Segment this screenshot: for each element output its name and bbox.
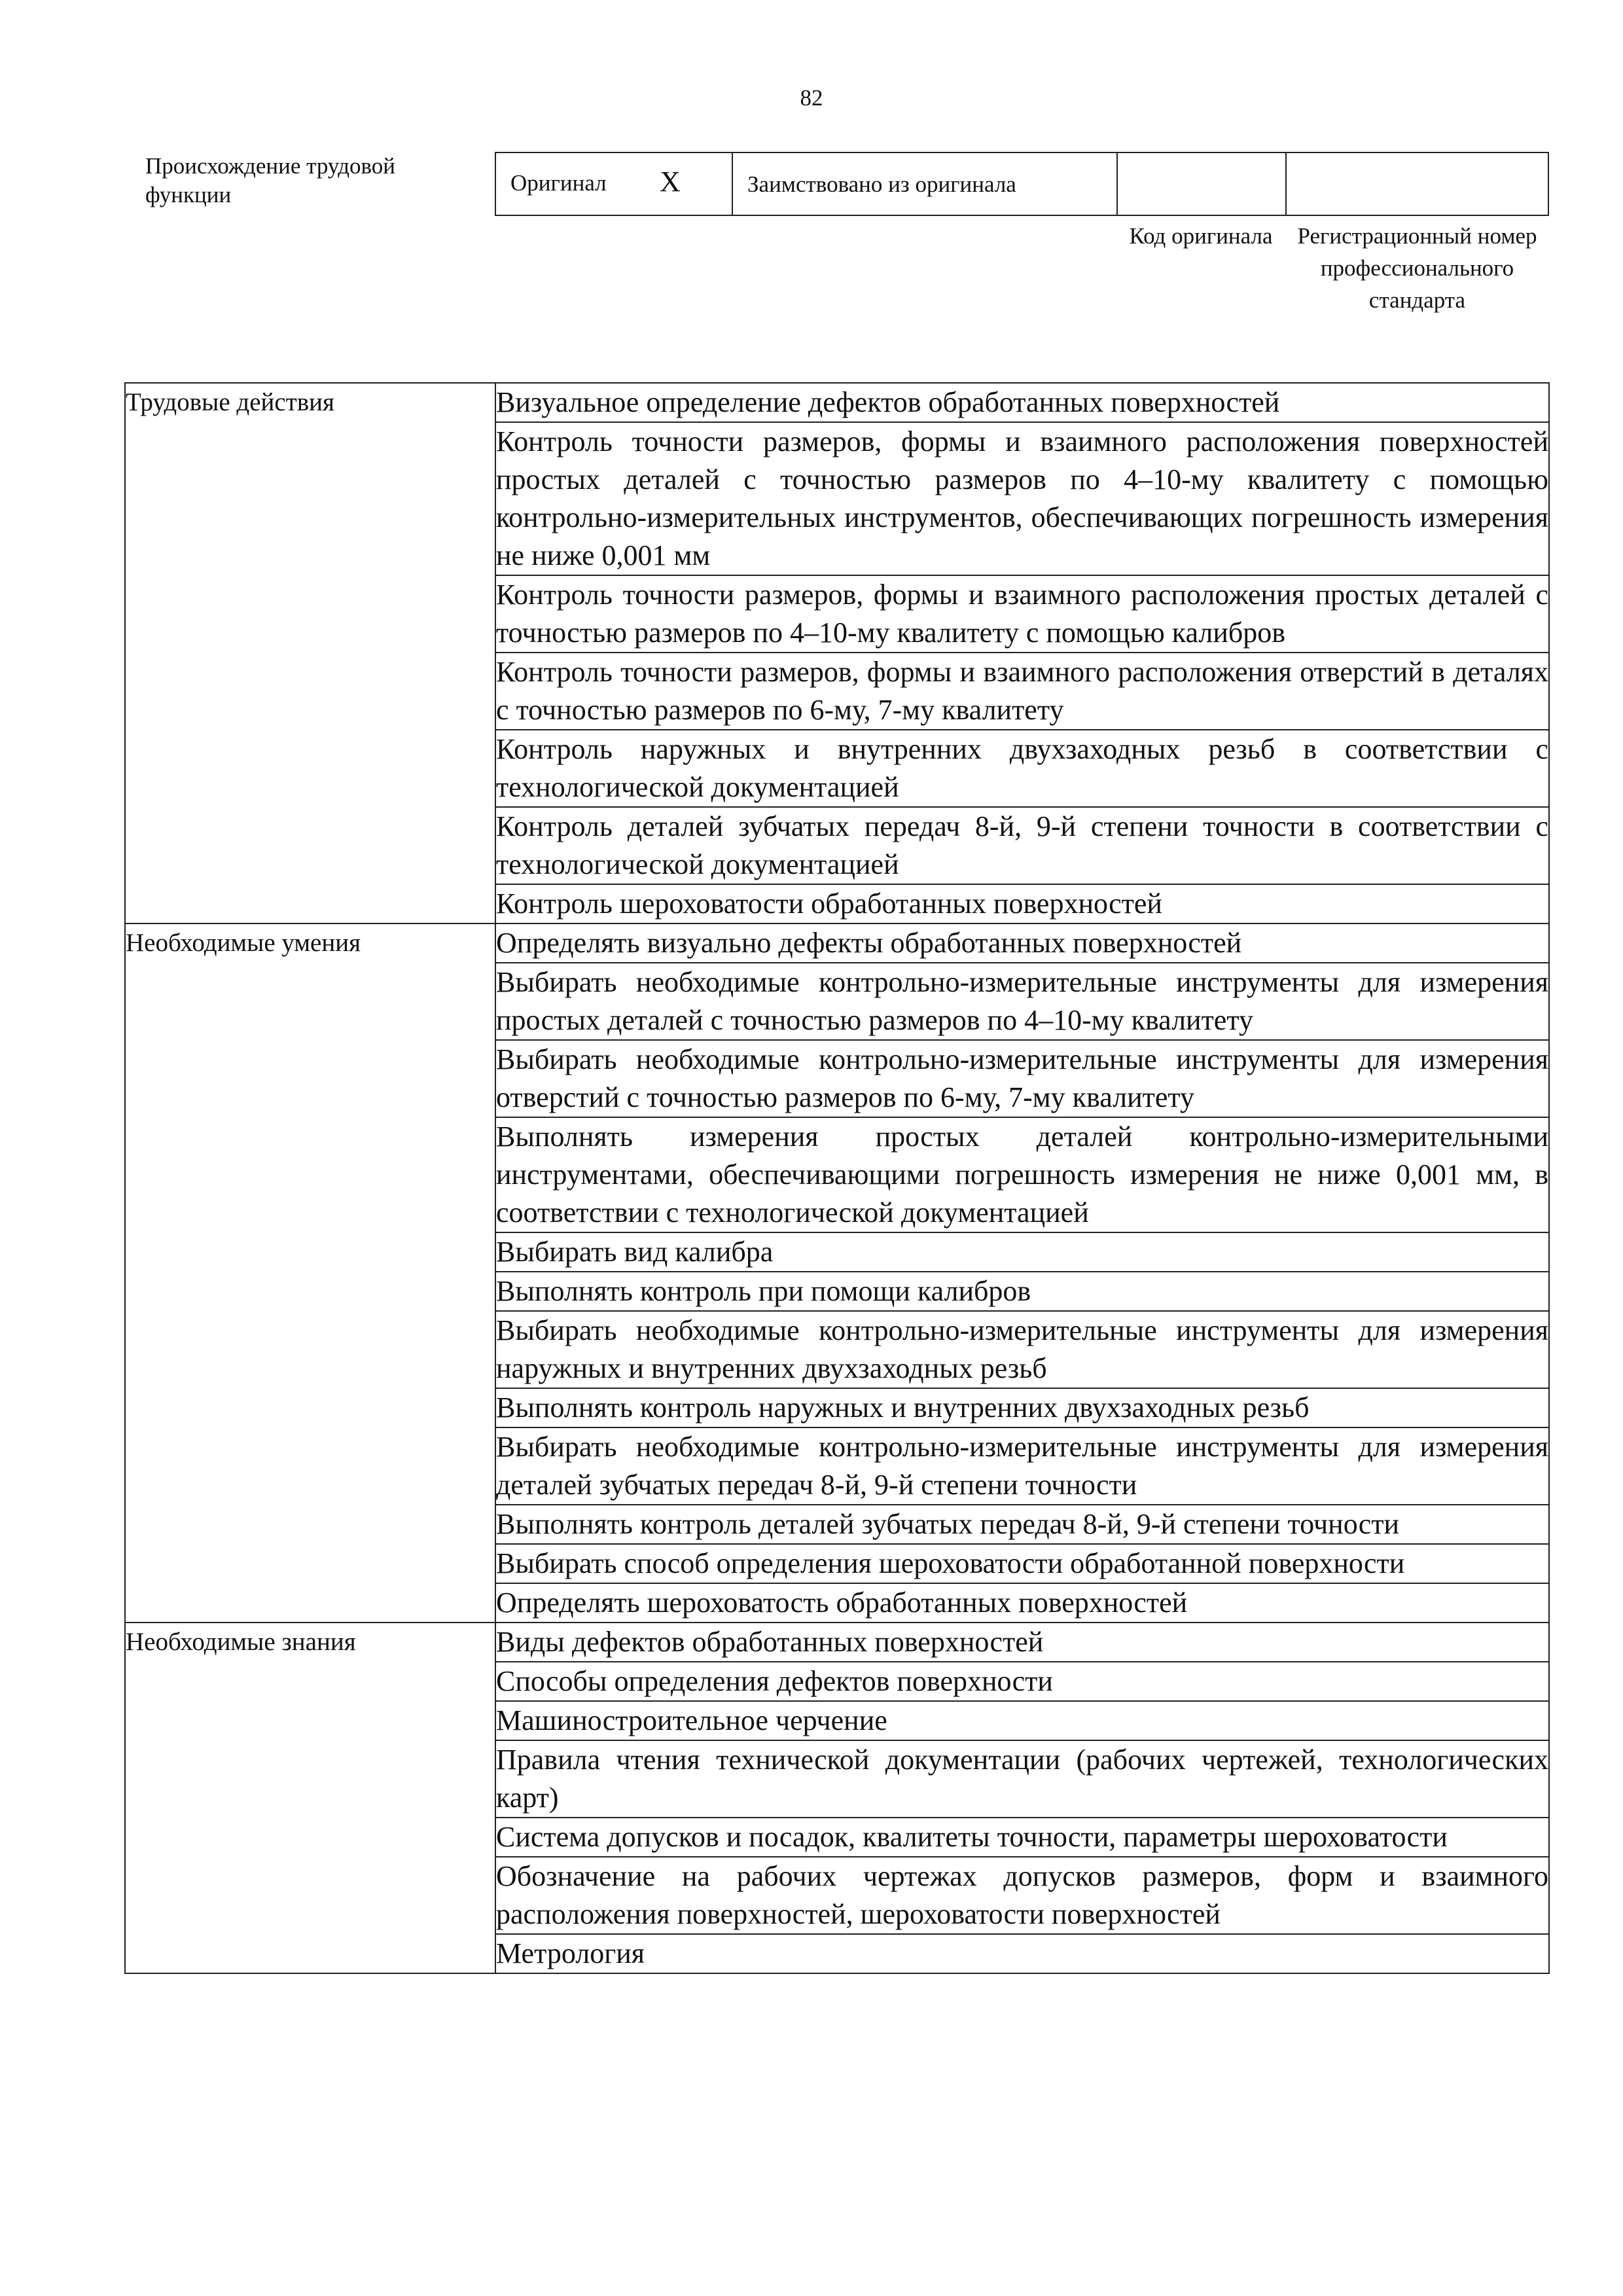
table-cell-item: Визуальное определение дефектов обработанных поверхностей — [495, 383, 1549, 422]
reg-number-caption: Регистрационный номер профессионального стандарта — [1297, 223, 1537, 313]
table-cell-item: Выполнять контроль деталей зубчатых передач 8-й, 9-й степени точности — [495, 1505, 1549, 1544]
table-cell-item: Система допусков и посадок, квалитеты точности, параметры шероховатости — [495, 1818, 1549, 1857]
labor-function-table — [124, 382, 1550, 1974]
borrowed-label: Заимствовано из оригинала — [747, 171, 1016, 197]
origin-code-cell — [1118, 153, 1287, 215]
table-cell-item: Выполнять измерения простых деталей контрольно-измерительными инструментами, обеспечивающими погрешность измерения не ниже 0,001 мм, в соответствии с технологической документацией — [495, 1117, 1549, 1232]
table-row — [125, 383, 1549, 422]
section-title: Необходимые знания — [125, 1623, 495, 1973]
origin-borrowed-cell — [733, 153, 1118, 215]
table-cell-item: Машиностроительное черчение — [495, 1701, 1549, 1740]
table-cell-item: Выбирать необходимые контрольно-измерительные инструменты для измерения наружных и внутренних двухзаходных резьб — [495, 1311, 1549, 1388]
table-cell-item: Обозначение на рабочих чертежах допусков размеров, форм и взаимного расположения поверхностей, шероховатости поверхностей — [495, 1857, 1549, 1934]
original-label: Оригинал — [510, 170, 607, 196]
table-cell-item: Выполнять контроль наружных и внутренних двухзаходных резьб — [495, 1388, 1549, 1427]
table-cell-item: Выбирать способ определения шероховатости обработанной поверхности — [495, 1544, 1549, 1583]
table-cell-item: Выбирать необходимые контрольно-измерительные инструменты для измерения отверстий с точностью размеров по 6-му, 7-му квалитету — [495, 1040, 1549, 1117]
origin-label: Происхождение трудовой функции — [145, 153, 396, 207]
section-title: Необходимые умения — [125, 924, 495, 1623]
table-cell-item: Правила чтения технической документации (рабочих чертежей, технологических карт) — [495, 1740, 1549, 1818]
origin-original-cell — [496, 153, 733, 215]
original-mark: X — [660, 166, 681, 198]
table-cell-item: Контроль шероховатости обработанных поверхностей — [495, 884, 1549, 924]
table-cell-item: Выполнять контроль при помощи калибров — [495, 1272, 1549, 1311]
page-number: 82 — [800, 85, 823, 111]
table-cell-item: Выбирать вид калибра — [495, 1232, 1549, 1272]
table-row — [125, 924, 1549, 963]
table-cell-item: Выбирать необходимые контрольно-измерительные инструменты для измерения простых деталей с точностью размеров по 4–10-му квалитету — [495, 963, 1549, 1040]
table-row — [125, 1623, 1549, 1662]
table-cell-item: Определять визуально дефекты обработанных поверхностей — [495, 924, 1549, 963]
code-caption: Код оригинала — [1129, 223, 1273, 249]
table-cell-item: Контроль деталей зубчатых передач 8-й, 9-й степени точности в соответствии с технологической документацией — [495, 807, 1549, 884]
table-cell-item: Способы определения дефектов поверхности — [495, 1662, 1549, 1701]
table-cell-item: Контроль точности размеров, формы и взаимного расположения простых деталей с точностью размеров по 4–10-му квалитету с помощью калибров — [495, 575, 1549, 653]
table-cell-item: Контроль точности размеров, формы и взаимного расположения поверхностей простых деталей с точностью размеров по 4–10-му квалитету с помощью контрольно-измерительных инструментов, обеспечивающих погрешность измерения не ниже 0,001 мм — [495, 422, 1549, 575]
table-cell-item: Виды дефектов обработанных поверхностей — [495, 1623, 1549, 1662]
section-title: Трудовые действия — [125, 383, 495, 924]
table-cell-item: Контроль точности размеров, формы и взаимного расположения отверстий в деталях с точностью размеров по 6-му, 7-му квалитету — [495, 653, 1549, 730]
table-cell-item: Метрология — [495, 1934, 1549, 1973]
table-cell-item: Определять шероховатость обработанных поверхностей — [495, 1583, 1549, 1623]
table-cell-item: Контроль наружных и внутренних двухзаходных резьб в соответствии с технологической документацией — [495, 730, 1549, 807]
table-cell-item: Выбирать необходимые контрольно-измерительные инструменты для измерения деталей зубчатых передач 8-й, 9-й степени точности — [495, 1427, 1549, 1505]
origin-table — [495, 152, 1549, 216]
origin-reg-cell — [1287, 153, 1550, 215]
